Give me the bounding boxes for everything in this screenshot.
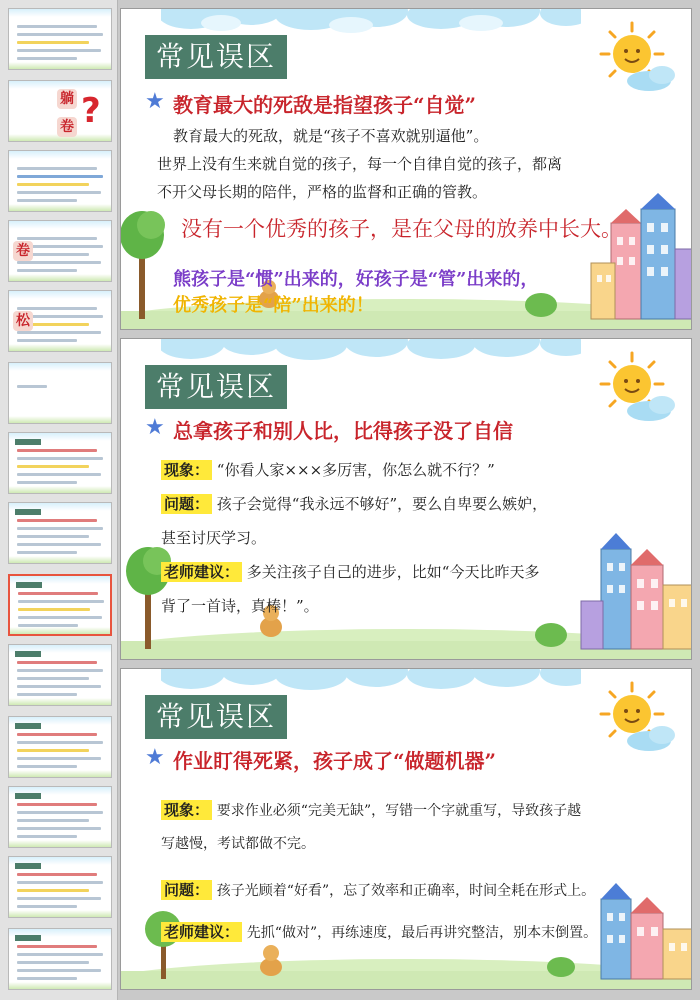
thumb-sky — [9, 9, 111, 17]
thumb-badge: 卷 — [57, 117, 77, 137]
row-label: 老师建议： — [161, 562, 242, 582]
sun-icon — [587, 19, 677, 99]
thumb-ground — [9, 556, 111, 563]
advice-row-continued — [161, 595, 319, 616]
thumb-text-line — [18, 600, 104, 603]
problem-row — [161, 879, 595, 900]
thumb-ground — [9, 982, 111, 989]
section-banner: 常见误区 — [145, 695, 287, 739]
thumb-text-line — [17, 757, 101, 760]
slide-heading: 教育最大的死敌是指望孩子“自觉” — [173, 93, 477, 117]
thumb-text-line — [17, 873, 97, 876]
star-icon: ★ — [145, 745, 165, 770]
thumb-text-line — [17, 237, 97, 240]
thumb-text-line — [17, 261, 101, 264]
row-label: 问题： — [161, 880, 212, 900]
thumb-text-line — [17, 527, 103, 530]
thumb-text-line — [17, 741, 103, 744]
thumb-banner — [15, 863, 41, 869]
thumb-text-line — [17, 191, 101, 194]
slide-2[interactable] — [120, 338, 692, 660]
slide-thumbnail[interactable] — [8, 362, 112, 424]
slide-thumbnail[interactable] — [8, 220, 112, 282]
slide-heading: 作业盯得死紧，孩子成了“做题机器” — [173, 749, 497, 773]
thumb-ground — [9, 840, 111, 847]
problem-row — [161, 493, 547, 514]
slide-thumbnail[interactable] — [8, 290, 112, 352]
thumb-sky — [9, 81, 111, 89]
section-banner: 常见误区 — [145, 365, 287, 409]
thumb-ground — [9, 344, 111, 351]
thumb-text-line — [17, 961, 89, 964]
thumb-text-line — [17, 307, 97, 310]
thumb-text-line — [17, 953, 103, 956]
thumb-text-line — [17, 835, 77, 838]
thumb-text-line — [17, 385, 47, 388]
thumb-ground — [9, 910, 111, 917]
thumb-ground — [9, 62, 111, 69]
row-text: 甚至讨厌学习。 — [161, 529, 267, 547]
slide-thumbnail[interactable] — [8, 574, 112, 636]
star-icon: ★ — [145, 415, 165, 440]
thumb-badge: 卷 — [13, 241, 33, 261]
phenomenon-row — [161, 459, 495, 480]
slide-thumbnail[interactable] — [8, 80, 112, 142]
slide-thumbnail[interactable] — [8, 432, 112, 494]
slide-thumbnail[interactable] — [8, 928, 112, 990]
sun-icon — [587, 679, 677, 759]
thumb-ground — [10, 627, 110, 634]
slide-thumbnail[interactable] — [8, 786, 112, 848]
slide-thumbnail[interactable] — [8, 8, 112, 70]
thumb-sky — [9, 291, 111, 299]
thumb-text-line — [18, 616, 102, 619]
question-mark-icon: ? — [81, 91, 101, 131]
thumb-text-line — [17, 749, 89, 752]
slide-3[interactable] — [120, 668, 692, 990]
problem-row-continued — [161, 527, 266, 548]
thumb-text-line — [17, 803, 97, 806]
thumb-banner — [15, 793, 41, 799]
slide-thumbnail-rail[interactable] — [0, 0, 118, 1000]
thumb-text-line — [17, 33, 103, 36]
slide-1[interactable] — [120, 8, 692, 330]
thumb-sky — [9, 151, 111, 159]
thumb-text-line — [18, 592, 98, 595]
slide-thumbnail[interactable] — [8, 856, 112, 918]
thumb-text-line — [17, 685, 101, 688]
thumb-banner — [15, 723, 41, 729]
thumb-text-line — [17, 677, 89, 680]
row-label: 现象： — [161, 800, 212, 820]
thumb-banner — [15, 935, 41, 941]
thumb-text-line — [17, 57, 77, 60]
row-text: 先抓“做对”，再练速度，最后再讲究整洁，别本末倒置。 — [246, 925, 598, 941]
thumb-text-line — [17, 693, 77, 696]
thumb-text-line — [17, 49, 101, 52]
row-label: 老师建议： — [161, 922, 242, 942]
town-scenery — [121, 839, 692, 989]
thumb-text-line — [17, 465, 89, 468]
thumb-ground — [9, 416, 111, 423]
thumb-text-line — [17, 827, 101, 830]
thumb-text-line — [17, 199, 77, 202]
thumb-text-line — [17, 519, 97, 522]
sun-icon — [587, 349, 677, 429]
row-text: 写越慢，考试都做不完。 — [161, 836, 315, 852]
thumb-text-line — [17, 905, 77, 908]
slide-heading: 总拿孩子和别人比，比得孩子没了自信 — [173, 419, 513, 443]
star-icon: ★ — [145, 89, 165, 114]
thumb-sky — [9, 221, 111, 229]
advice-row — [161, 921, 597, 942]
thumb-banner — [15, 509, 41, 515]
paragraph: 教育最大的死敌，就是“孩子不喜欢就别逼他”。 — [173, 127, 489, 145]
thumb-ground — [9, 770, 111, 777]
thumb-text-line — [17, 889, 89, 892]
thumb-text-line — [17, 457, 103, 460]
thumb-text-line — [17, 897, 101, 900]
thumb-text-line — [17, 551, 77, 554]
thumb-text-line — [17, 25, 97, 28]
advice-row — [161, 561, 539, 582]
thumb-text-line — [17, 733, 97, 736]
row-text: 多关注孩子自己的进步，比如“今天比昨天多 — [246, 563, 540, 581]
emphasis-text: 没有一个优秀的孩子，是在父母的放养中长大。 — [181, 217, 622, 241]
thumb-text-line — [17, 819, 89, 822]
thumb-ground — [9, 486, 111, 493]
slide-thumbnail[interactable] — [8, 150, 112, 212]
section-banner: 常见误区 — [145, 35, 287, 79]
thumb-text-line — [17, 167, 97, 170]
thumb-text-line — [17, 765, 77, 768]
thumb-badge: 松 — [13, 311, 33, 331]
thumb-text-line — [17, 969, 101, 972]
thumb-text-line — [17, 661, 97, 664]
thumb-banner — [15, 439, 41, 445]
thumb-text-line — [17, 669, 103, 672]
row-text: 要求作业必须“完美无缺”，写错一个字就重写，导致孩子越 — [216, 803, 582, 819]
row-text: 背了一首诗，真棒！”。 — [161, 597, 319, 615]
paragraph: 世界上没有生来就自觉的孩子，每一个自律自觉的孩子，都离 — [157, 155, 563, 173]
thumb-text-line — [17, 331, 101, 334]
thumb-sky — [9, 363, 111, 371]
thumb-text-line — [17, 945, 97, 948]
row-text: “你看人家×××多厉害，你怎么就不行？” — [216, 461, 495, 479]
thumb-text-line — [17, 473, 101, 476]
slide-thumbnail[interactable] — [8, 644, 112, 706]
thumb-ground — [9, 274, 111, 281]
thumb-badge: 躺 — [57, 89, 77, 109]
row-label: 问题： — [161, 494, 212, 514]
thumb-text-line — [17, 183, 89, 186]
slide-thumbnail[interactable] — [8, 716, 112, 778]
thumb-text-line — [17, 175, 103, 178]
thumb-text-line — [17, 811, 103, 814]
thumb-banner — [15, 651, 41, 657]
row-label: 现象： — [161, 460, 212, 480]
thumb-text-line — [17, 977, 77, 980]
phenomenon-row-continued — [161, 833, 315, 853]
thumb-ground — [9, 698, 111, 705]
thumb-text-line — [17, 41, 89, 44]
thumb-text-line — [17, 543, 101, 546]
row-text: 孩子会觉得“我永远不够好”，要么自卑要么嫉妒， — [216, 495, 548, 513]
slide-thumbnail[interactable] — [8, 502, 112, 564]
thumb-text-line — [17, 339, 77, 342]
thumb-text-line — [17, 881, 103, 884]
thumb-text-line — [17, 269, 77, 272]
row-text: 孩子光顾着“好看”，忘了效率和正确率，时间全耗在形式上。 — [216, 883, 596, 899]
thumb-banner — [16, 582, 42, 588]
thumb-text-line — [17, 481, 77, 484]
phenomenon-row — [161, 799, 581, 820]
thumb-text-line — [17, 535, 89, 538]
thumb-text-line — [17, 449, 97, 452]
slogan-line: 熊孩子是“惯”出来的，好孩子是“管”出来的， — [173, 269, 539, 290]
thumb-ground — [9, 204, 111, 211]
paragraph: 不开父母长期的陪伴，严格的监督和正确的管教。 — [157, 183, 488, 201]
slogan-line: 优秀孩子是“陪”出来的！ — [173, 295, 374, 316]
thumb-text-line — [18, 608, 90, 611]
